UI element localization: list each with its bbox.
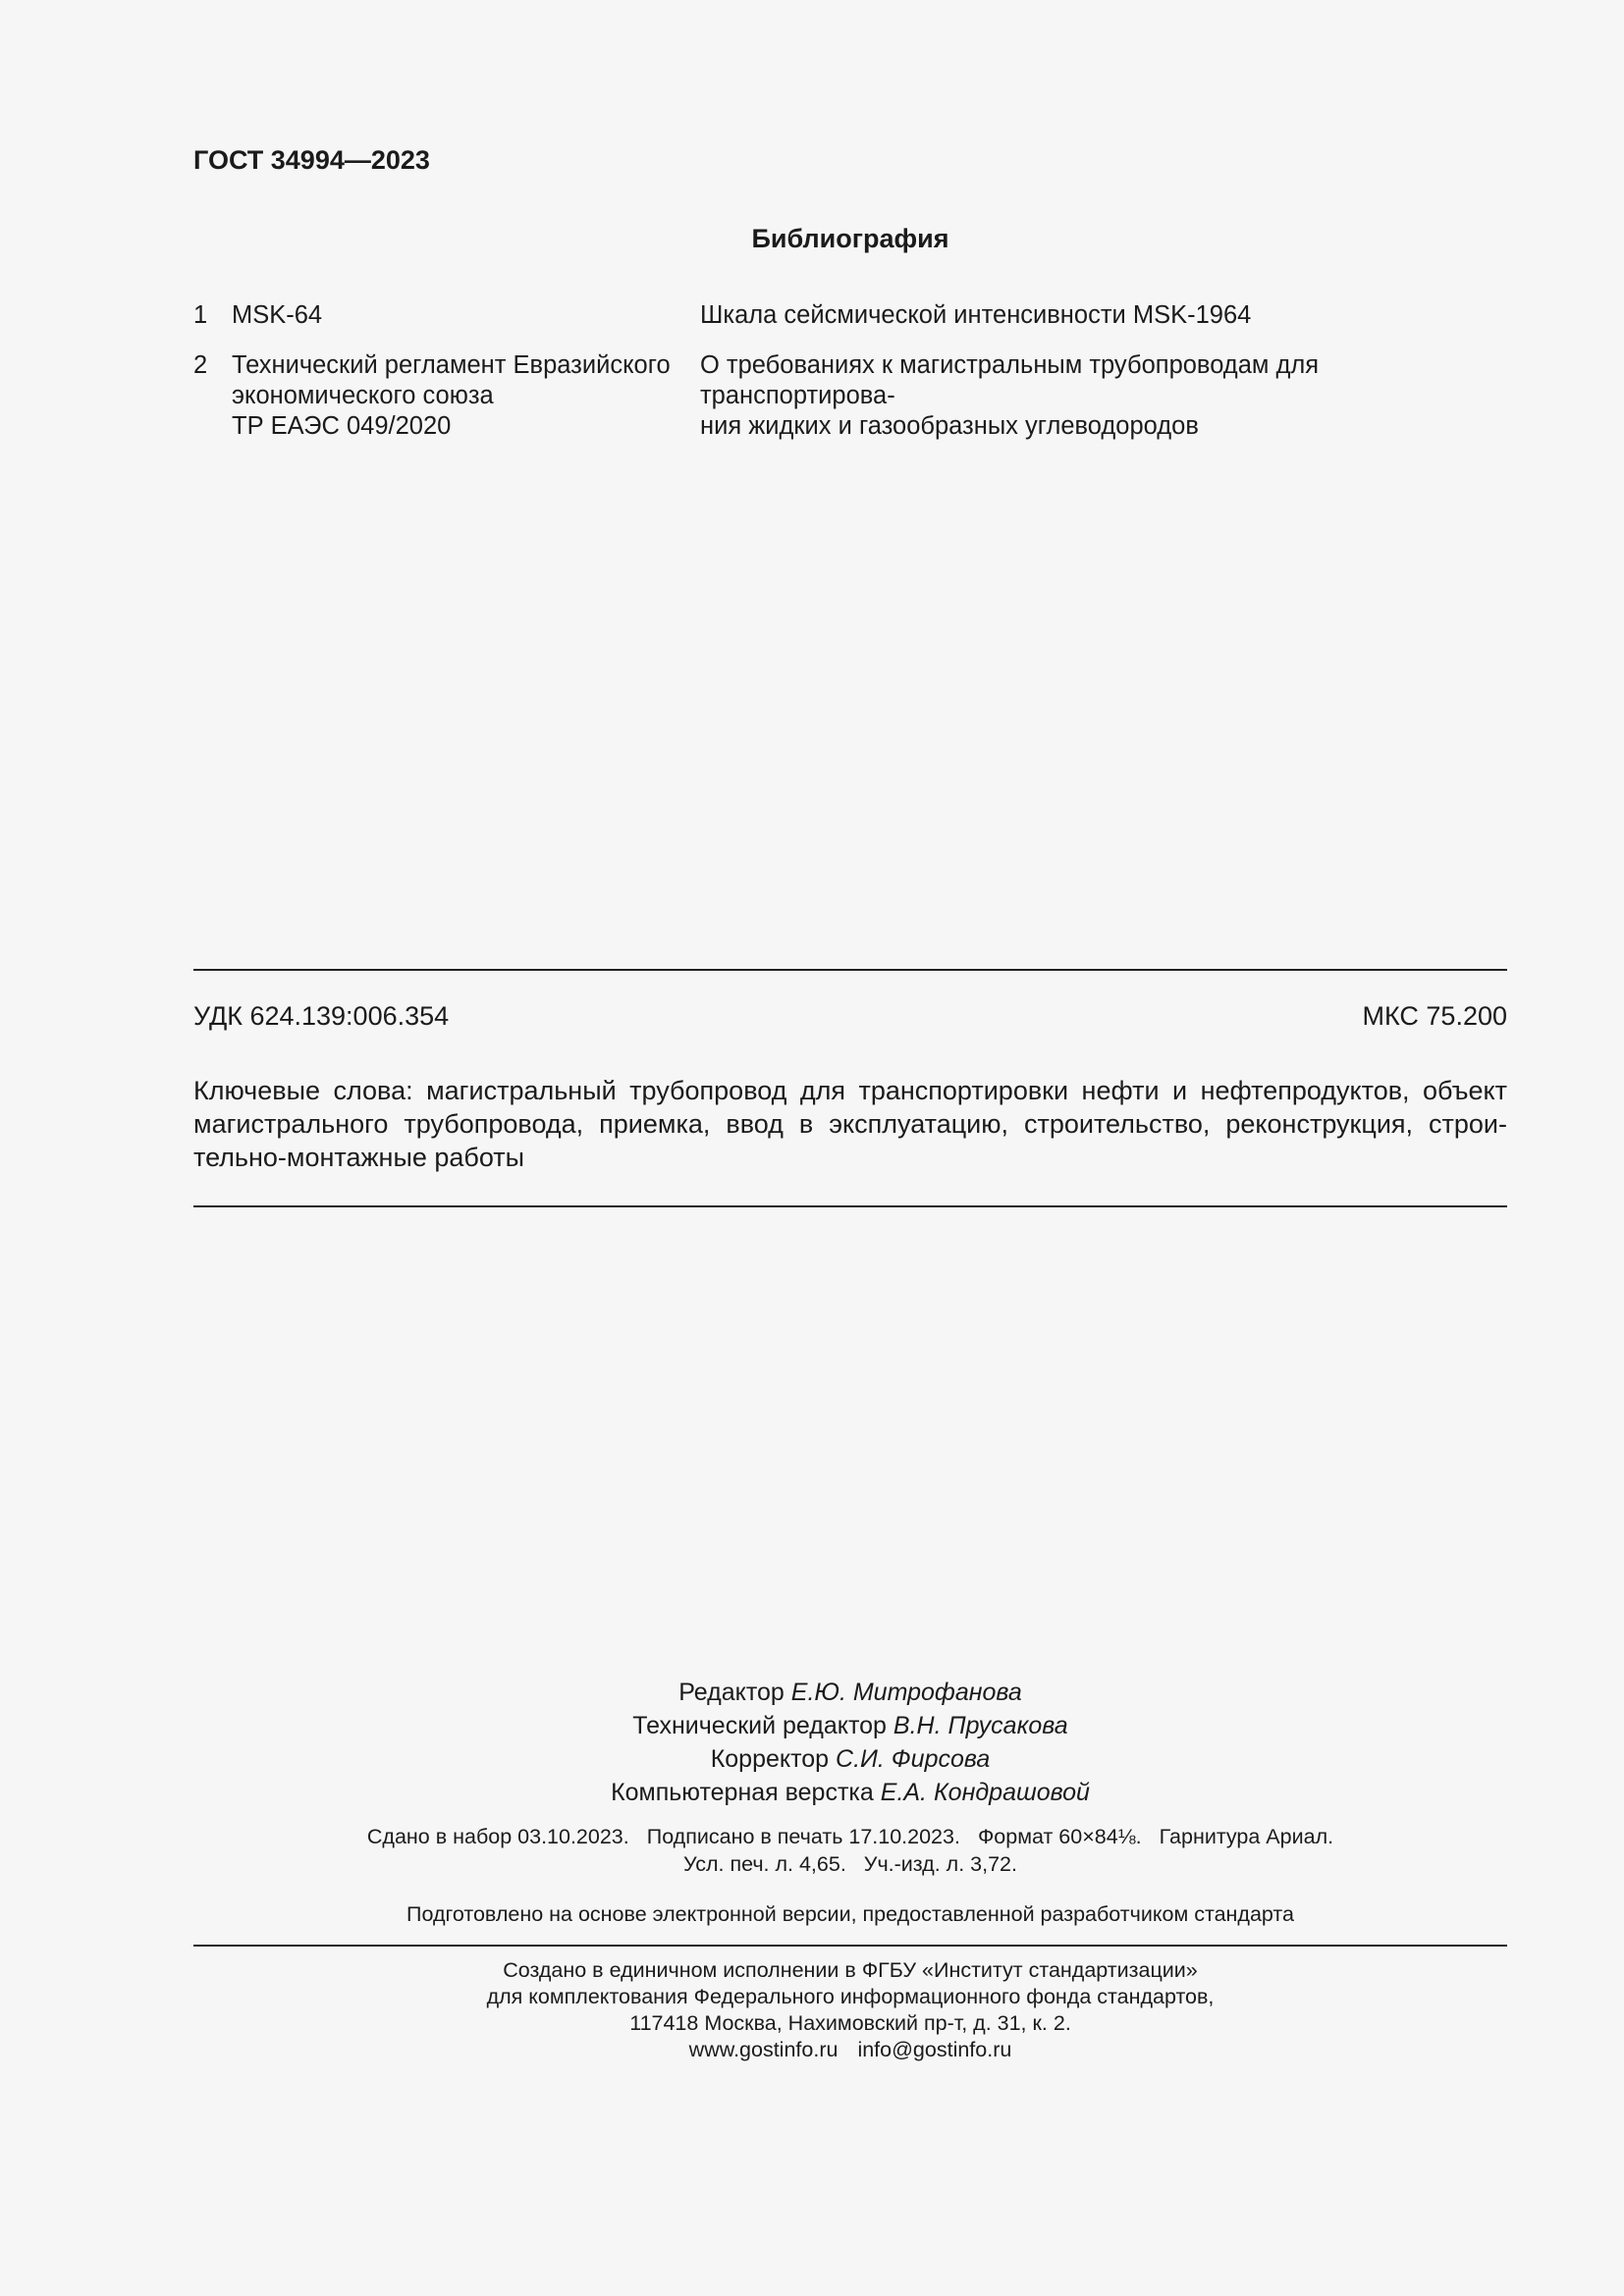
udk-code: УДК 624.139:006.354 [193,1001,450,1031]
imprint-typeset-date: Сдано в набор 03.10.2023. [366,1825,629,1848]
reference-line: Технический регламент Евразийского [232,351,671,379]
email-link[interactable]: info@gostinfo.ru [857,2038,1012,2061]
bibliography-item-reference [232,300,700,331]
publisher-line: Создано в единичном исполнении в ФГБУ «Институт стандартизации» [503,1958,1198,1982]
bibliography-item [193,300,1507,331]
reference-line: MSK-64 [232,301,323,329]
document-code: ГОСТ 34994—2023 [193,145,430,175]
divider-keywords [193,1205,1507,1207]
credit-person: В.Н. Прусакова [893,1712,1068,1739]
credit-technical-editor [193,1709,1507,1742]
credit-role: Технический редактор [632,1712,887,1739]
keywords-paragraph: Ключевые слова: магистральный трубопровод для транспортировки нефти и нефтепродуктов, объект магистрального трубопровода, приемка, ввод в эксплуатацию, строительство, реконструкция, строительно-монтажные работы [193,1076,1507,1172]
imprint-publisher-sheets: Уч.-изд. л. 3,72. [863,1852,1017,1876]
credit-proofreader [193,1742,1507,1776]
credit-role: Компьютерная верстка [611,1779,874,1806]
mks-code: МКС 75.200 [1362,1001,1507,1031]
imprint-print-date: Подписано в печать 17.10.2023. [646,1825,960,1848]
credit-role: Корректор [710,1745,830,1773]
document-page [193,0,1507,2296]
imprint-format: Формат 60×84⅛. [977,1825,1142,1848]
bibliography-item-number: 1 [193,301,208,329]
divider-publisher [193,1945,1507,1947]
bibliography-list [193,300,1507,461]
credit-role: Редактор [678,1679,785,1706]
publisher-line: для комплектования Федерального информационного фонда стандартов, [486,1985,1215,2008]
reference-line: ТР ЕАЭС 049/2020 [232,412,452,440]
reference-line: экономического союза [232,382,494,409]
divider-top [193,969,1507,971]
publisher-block [193,1957,1507,2063]
classification-codes [193,1001,1507,1032]
bibliography-item [193,350,1507,442]
bibliography-title: Библиография [751,224,949,253]
imprint-line [193,1823,1507,1850]
imprint-details [193,1823,1507,1878]
bibliography-item-title [700,350,1507,442]
imprint-line [193,1850,1507,1878]
editorial-credits [193,1676,1507,1809]
credit-layout [193,1776,1507,1809]
bibliography-item-number: 2 [193,351,208,379]
credit-person: Е.Ю. Митрофанова [790,1679,1022,1706]
bibliography-item-reference [232,350,700,442]
credit-person: С.И. Фирсова [836,1745,991,1773]
imprint-print-sheets: Усл. печ. л. 4,65. [682,1852,846,1876]
website-link[interactable]: www.gostinfo.ru [688,2038,839,2061]
publisher-contacts [193,2037,1507,2063]
title-line: О требованиях к магистральным трубопроводам для транспортирова- [700,351,1320,409]
title-line: Шкала сейсмической интенсивности MSK-1964 [700,301,1252,329]
bibliography-item-title [700,300,1507,331]
prepared-note: Подготовлено на основе электронной версии, предоставленной разработчиком стандарта [406,1902,1294,1926]
credit-person: Е.А. Кондрашовой [880,1779,1090,1806]
imprint-typeface: Гарнитура Ариал. [1159,1825,1334,1848]
credit-editor [193,1676,1507,1709]
title-line: ния жидких и газообразных углеводородов [700,412,1199,440]
publisher-address: 117418 Москва, Нахимовский пр-т, д. 31, к. 2. [629,2011,1071,2035]
